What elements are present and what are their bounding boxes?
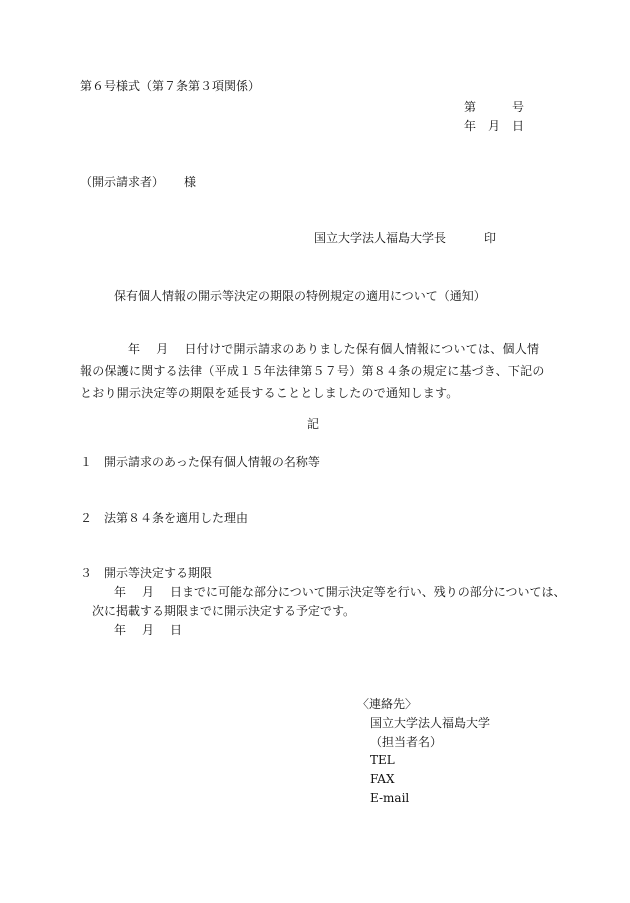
item-2-label: 法第８４条を適用した理由 [104, 511, 249, 525]
item-1-number: １ [80, 455, 93, 469]
notice-body-year: 年 [128, 342, 141, 356]
addressee-name: （開示請求者） [80, 175, 165, 189]
item-2 [80, 510, 248, 526]
deadline-line-3-day: 日 [170, 623, 183, 637]
deadline-line-1-year: 年 [114, 585, 127, 599]
item-3-label: 開示等決定する期限 [104, 566, 213, 580]
document-date [464, 118, 524, 134]
deadline-line-2: 次に掲載する期限までに開示決定する予定です。 [92, 604, 356, 618]
ki-heading: 記 [307, 417, 320, 431]
item-1-label: 開示請求のあった保有個人情報の名称等 [104, 455, 320, 469]
contact-person: （担当者名） [370, 735, 443, 749]
contact-email: E-mail [370, 791, 410, 805]
document-number-suffix: 号 [512, 100, 525, 114]
document-number [464, 99, 524, 115]
item-3 [80, 565, 212, 581]
deadline-line-3-year: 年 [114, 623, 127, 637]
deadline-line-3-month: 月 [142, 623, 155, 637]
contact-fax: FAX [370, 772, 395, 786]
document-date-day: 日 [512, 119, 525, 133]
contact-organization: 国立大学法人福島大学 [370, 716, 491, 730]
notice-title: 保有個人情報の開示等決定の期限の特例規定の適用について（通知） [114, 289, 486, 303]
addressee [80, 174, 196, 190]
issuer-name: 国立大学法人福島大学長 [314, 231, 447, 245]
deadline-line-1-month: 月 [142, 585, 155, 599]
notice-body-text: 日付けで開示請求のありました保有個人情報については、個人情報の保護に関する法律（平成１５年法律第５７号）第８４条の規定に基づき、下記のとおり開示決定等の期限を延長することとしましたので通知します。 [80, 342, 545, 400]
document-date-month: 月 [488, 119, 501, 133]
notice-body [80, 338, 548, 404]
item-1 [80, 454, 320, 470]
notice-body-month: 月 [156, 342, 169, 356]
deadline-line-3 [114, 622, 182, 638]
item-2-number: ２ [80, 511, 93, 525]
issuer-seal: 印 [484, 231, 497, 245]
form-label: 第６号様式（第７条第３項関係） [80, 79, 261, 93]
deadline-line-1-text: 日までに可能な部分について開示決定等を行い、残りの部分については、 [170, 585, 566, 599]
contact-heading: 〈連絡先〉 [357, 697, 418, 711]
contact-tel: TEL [370, 753, 395, 767]
deadline-line-1 [114, 584, 566, 600]
item-3-number: ３ [80, 566, 93, 580]
addressee-honorific: 様 [184, 175, 197, 189]
document-date-year: 年 [464, 119, 477, 133]
issuer [314, 230, 496, 246]
document-number-prefix: 第 [464, 100, 477, 114]
